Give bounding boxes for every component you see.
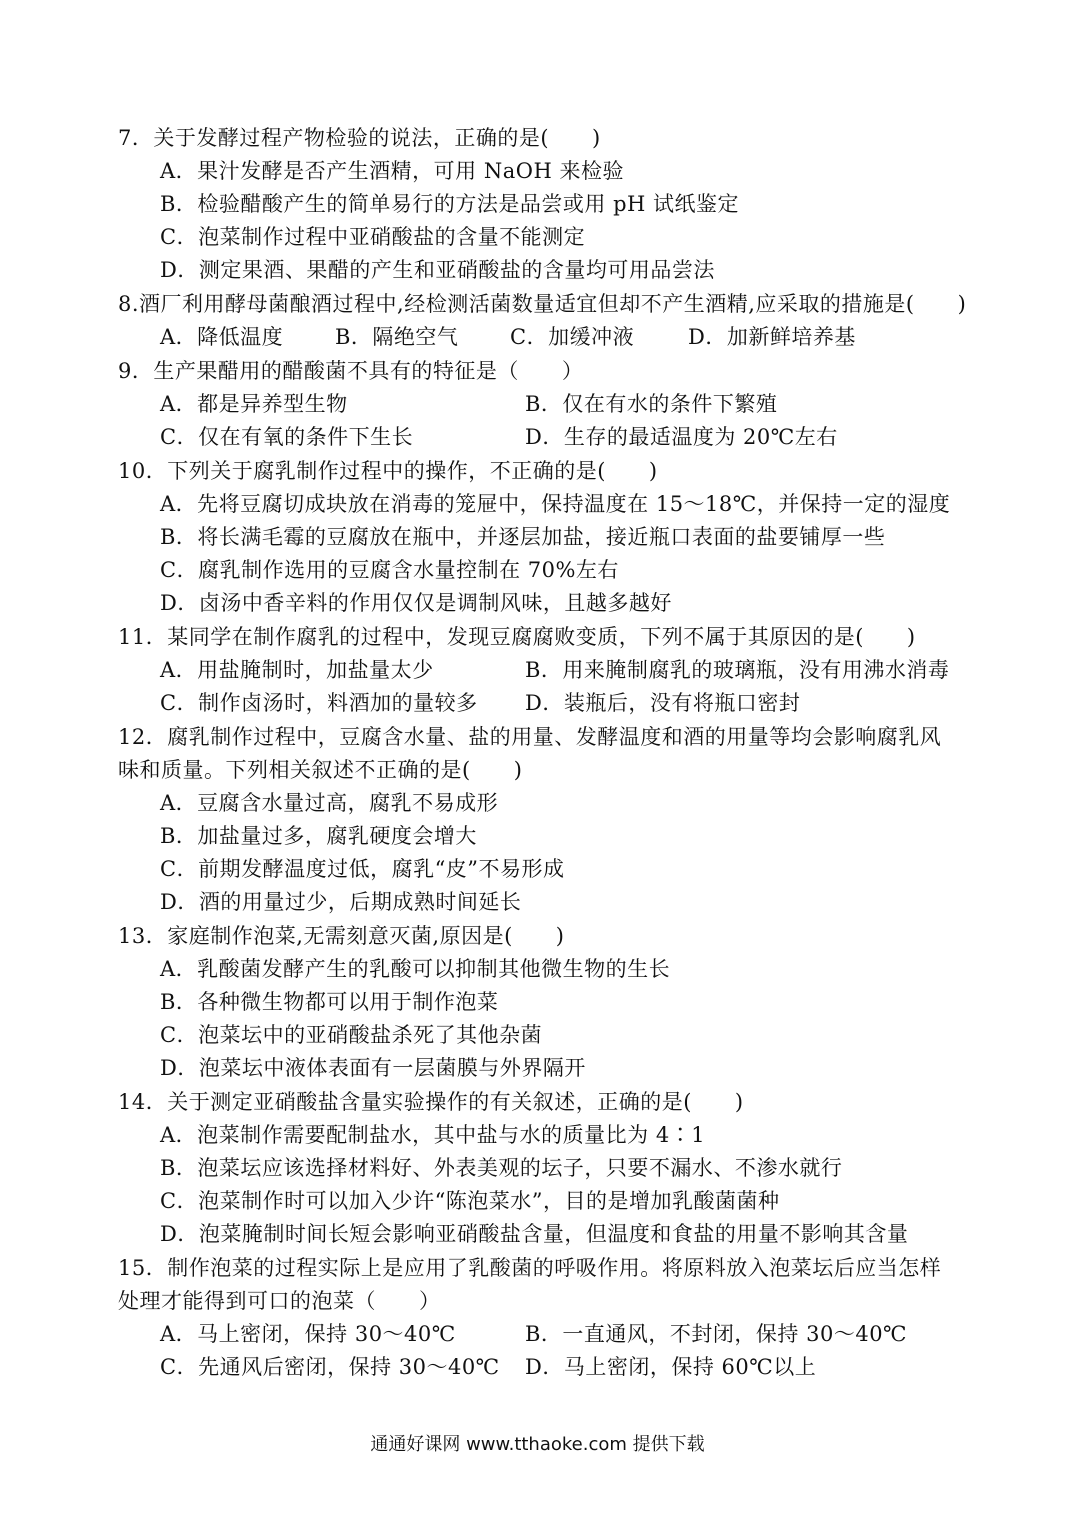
- question-10-stem: 10．下列关于腐乳制作过程中的操作，不正确的是( ): [118, 459, 658, 483]
- question-8-option-b: B．隔绝空气: [335, 325, 459, 349]
- question-11-option-c: C．制作卤汤时，料酒加的量较多: [160, 691, 478, 715]
- question-14-option-b: B．泡菜坛应该选择材料好、外表美观的坛子，只要不漏水、不渗水就行: [160, 1156, 843, 1180]
- question-14-stem: 14．关于测定亚硝酸盐含量实验操作的有关叙述，正确的是( ): [118, 1090, 744, 1114]
- question-8-option-a: A．降低温度: [160, 325, 284, 349]
- question-12-option-c: C．前期发酵温度过低，腐乳“皮”不易形成: [160, 857, 565, 881]
- question-10-option-a: A．先将豆腐切成块放在消毒的笼屉中，保持温度在 15～18℃，并保持一定的湿度: [160, 492, 951, 516]
- question-11-option-a: A．用盐腌制时，加盐量太少: [160, 658, 434, 682]
- question-13-option-c: C．泡菜坛中的亚硝酸盐杀死了其他杂菌: [160, 1023, 543, 1047]
- question-8-option-c: C．加缓冲液: [510, 325, 635, 349]
- question-7-option-b: B．检验醋酸产生的简单易行的方法是品尝或用 pH 试纸鉴定: [160, 192, 740, 216]
- question-7-option-a: A．果汁发酵是否产生酒精，可用 NaOH 来检验: [160, 159, 624, 183]
- question-7-stem: 7．关于发酵过程产物检验的说法，正确的是( ): [118, 126, 601, 150]
- question-13-stem: 13．家庭制作泡菜,无需刻意灭菌,原因是( ): [118, 924, 565, 948]
- question-12-option-b: B．加盐量过多，腐乳硬度会增大: [160, 824, 477, 848]
- question-15-stem-line-2: 处理才能得到可口的泡菜（ ）: [118, 1289, 441, 1313]
- question-15-stem-line-1: 15．制作泡菜的过程实际上是应用了乳酸菌的呼吸作用。将原料放入泡菜坛后应当怎样: [118, 1256, 942, 1280]
- question-12-stem-line-2: 味和质量。下列相关叙述不正确的是( ): [118, 758, 523, 782]
- question-7-option-c: C．泡菜制作过程中亚硝酸盐的含量不能测定: [160, 225, 586, 249]
- question-9-option-a: A．都是异养型生物: [160, 392, 348, 416]
- question-8-option-d: D．加新鲜培养基: [688, 325, 856, 349]
- question-13-option-b: B．各种微生物都可以用于制作泡菜: [160, 990, 499, 1014]
- question-9-option-c: C．仅在有氧的条件下生长: [160, 425, 414, 449]
- question-10-option-b: B．将长满毛霉的豆腐放在瓶中，并逐层加盐，接近瓶口表面的盐要铺厚一些: [160, 525, 886, 549]
- question-15-option-b: B．一直通风，不封闭，保持 30～40℃: [525, 1322, 908, 1346]
- question-11-stem: 11．某同学在制作腐乳的过程中，发现豆腐腐败变质，下列不属于其原因的是( ): [118, 625, 916, 649]
- question-12-option-a: A．豆腐含水量过高，腐乳不易成形: [160, 791, 499, 815]
- question-13-option-a: A．乳酸菌发酵产生的乳酸可以抑制其他微生物的生长: [160, 957, 671, 981]
- question-15-option-a: A．马上密闭，保持 30～40℃: [160, 1322, 456, 1346]
- question-14-option-c: C．泡菜制作时可以加入少许“陈泡菜水”，目的是增加乳酸菌菌种: [160, 1189, 780, 1213]
- question-10-option-d: D．卤汤中香辛料的作用仅仅是调制风味，且越多越好: [160, 591, 672, 615]
- question-9-stem: 9．生产果醋用的醋酸菌不具有的特征是（ ）: [118, 359, 584, 383]
- question-11-option-d: D．装瓶后，没有将瓶口密封: [525, 691, 801, 715]
- question-8-stem: 8.酒厂利用酵母菌酿酒过程中,经检测活菌数量适宜但却不产生酒精,应采取的措施是( ): [118, 292, 967, 316]
- question-9-option-d: D．生存的最适温度为 20℃左右: [525, 425, 838, 449]
- question-12-stem-line-1: 12．腐乳制作过程中，豆腐含水量、盐的用量、发酵温度和酒的用量等均会影响腐乳风: [118, 725, 942, 749]
- question-13-option-d: D．泡菜坛中液体表面有一层菌膜与外界隔开: [160, 1056, 586, 1080]
- question-14-option-a: A．泡菜制作需要配制盐水，其中盐与水的质量比为 4∶1: [160, 1123, 706, 1147]
- page-footer: 通通好课网 www.tthaoke.com 提供下载: [370, 1434, 705, 1455]
- question-15-option-d: D．马上密闭，保持 60℃以上: [525, 1355, 817, 1379]
- question-7-option-d: D．测定果酒、果醋的产生和亚硝酸盐的含量均可用品尝法: [160, 258, 715, 282]
- question-14-option-d: D．泡菜腌制时间长短会影响亚硝酸盐含量，但温度和食盐的用量不影响其含量: [160, 1222, 909, 1246]
- question-10-option-c: C．腐乳制作选用的豆腐含水量控制在 70%左右: [160, 558, 619, 582]
- question-9-option-b: B．仅在有水的条件下繁殖: [525, 392, 778, 416]
- question-11-option-b: B．用来腌制腐乳的玻璃瓶，没有用沸水消毒: [525, 658, 950, 682]
- question-15-option-c: C．先通风后密闭，保持 30～40℃: [160, 1355, 500, 1379]
- question-12-option-d: D．酒的用量过少，后期成熟时间延长: [160, 890, 522, 914]
